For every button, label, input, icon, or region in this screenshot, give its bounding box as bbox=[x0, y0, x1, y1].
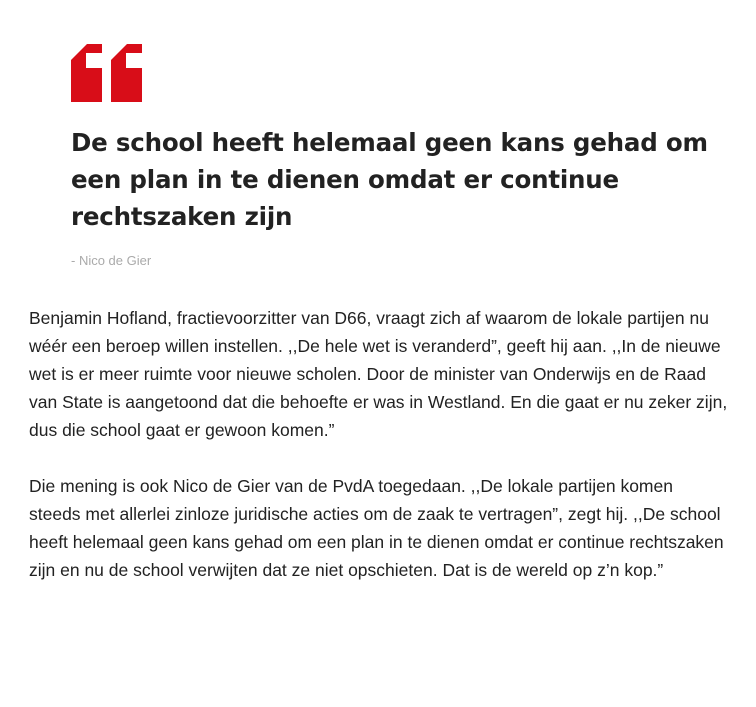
pull-quote bbox=[71, 44, 711, 269]
quote-icon bbox=[71, 44, 143, 102]
article-paragraph: Benjamin Hofland, fractievoorzitter van D66, vraagt zich af waarom de lokale partijen nu wéér een beroep willen instellen. ,,De hele wet is veranderd”, geeft hij aan. ,,In de nieuwe wet is er meer ruimte voor nieuwe scholen. Door de minister van Onderwijs en de Raad van State is aangetoond dat die behoefte er was in Westland. En die gaat er nu zeker zijn, dus die school gaat er gewoon komen.” bbox=[29, 308, 728, 440]
article-paragraph: Die mening is ook Nico de Gier van de PvdA toegedaan. ,,De lokale partijen komen steeds met allerlei zinloze juridische acties om de zaak te vertragen”, zegt hij. ,,De school heeft helemaal geen kans gehad om een plan in te dienen omdat er continue rechtszaken zijn en nu de school verwijten dat ze niet opschieten. Dat is de wereld op z’n kop.” bbox=[29, 476, 724, 580]
article-body bbox=[29, 304, 729, 612]
quote-author: - Nico de Gier bbox=[71, 253, 152, 268]
quote-text: De school heeft helemaal geen kans gehad om een plan in te dienen omdat er continue rechtszaken zijn bbox=[71, 128, 708, 231]
